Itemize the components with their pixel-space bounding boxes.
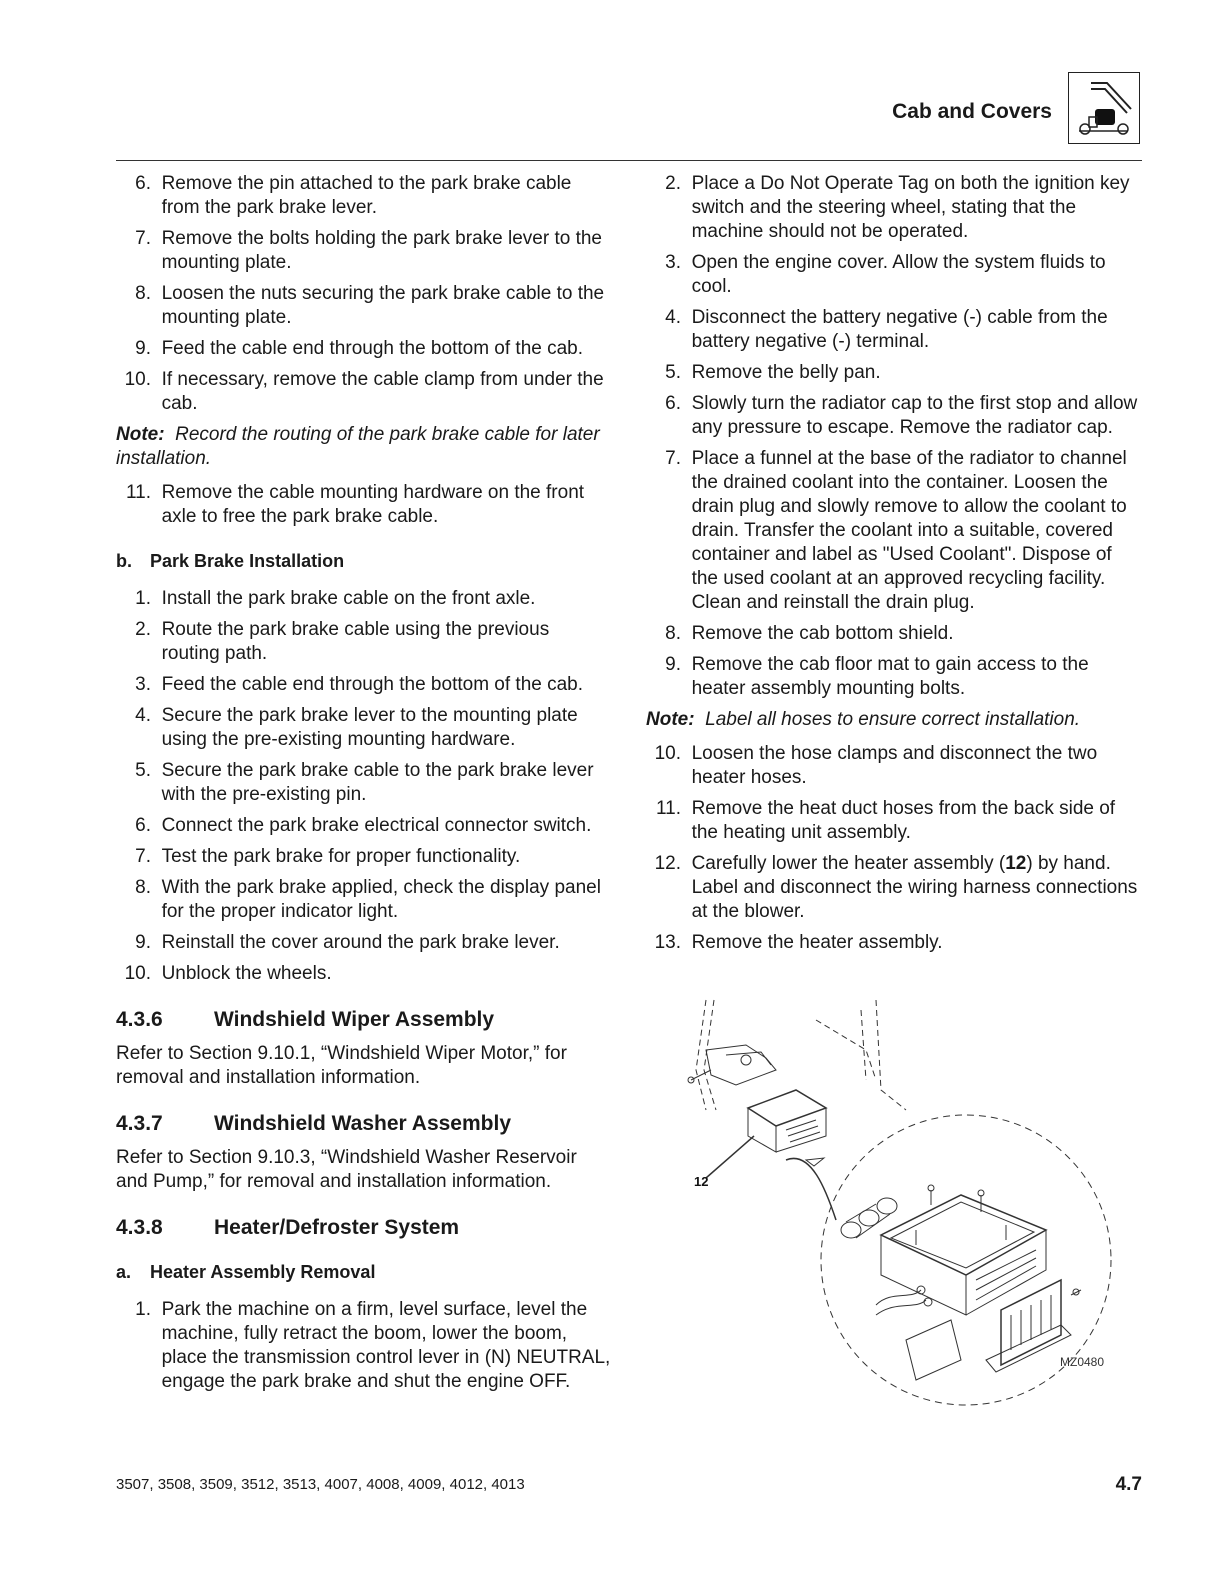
list-item: 3. Feed the cable end through the bottom of the cab. [135,674,584,695]
list-item: 5. Remove the belly pan. [665,362,881,383]
list-item: 2. Place a Do Not Operate Tag on both the ignition key switch and the steering wheel, stating that the machine should not be operated. [665,173,1130,242]
list-item: 13. Remove the heater assembly. [654,932,943,953]
list-item: 2. Route the park brake cable using the previous routing path. [135,619,550,664]
list-item: 10. Unblock the wheels. [124,963,332,984]
list-item: 3. Open the engine cover. Allow the system fluids to cool. [665,252,1106,297]
section-heading-4-3-8: 4.3.8 Heater/Defroster System [116,1216,460,1239]
list-item: 10. If necessary, remove the cable clamp from under the cab. [124,369,604,414]
list-item: 6. Slowly turn the radiator cap to the first stop and allow any pressure to escape. Remove the radiator cap. [665,393,1138,438]
list-item: 10. Loosen the hose clamps and disconnect the two heater hoses. [654,743,1098,788]
list-item: 6. Remove the pin attached to the park brake cable from the park brake lever. [135,173,572,218]
section-heading-4-3-6: 4.3.6 Windshield Wiper Assembly [116,1008,495,1031]
list-item: 8. With the park brake applied, check the display panel for the proper indicator light. [135,877,601,922]
header-divider [116,160,1142,161]
section-heading-4-3-7: 4.3.7 Windshield Washer Assembly [116,1112,511,1135]
note-routing: Note: Record the routing of the park brake cable for later installation. [116,424,600,469]
right-column [646,172,1141,962]
list-item: 11. Remove the heat duct hoses from the back side of the heating unit assembly. [655,798,1116,843]
list-item: 12. Carefully lower the heater assembly (12) by hand. Label and disconnect the wiring harness connections at the blower. [654,853,1138,922]
list-item: 4. Secure the park brake lever to the mounting plate using the pre-existing mounting hardware. [135,705,578,750]
list-item: 6. Connect the park brake electrical connector switch. [135,815,592,836]
left-column [116,172,611,1401]
note-label-hoses: Note: Label all hoses to ensure correct installation. [646,709,1081,730]
list-item: 8. Loosen the nuts securing the park brake cable to the mounting plate. [135,283,605,328]
section-4-3-6-text: Refer to Section 9.10.1, “Windshield Wiper Motor,” for removal and installation information. [116,1043,567,1088]
list-item: 11. Remove the cable mounting hardware on the front axle to free the park brake cable. [125,482,585,527]
figure-callout-12: 12 [694,1174,709,1189]
page-number: 4.7 [1115,1474,1142,1495]
list-item: 1. Park the machine on a firm, level surface, level the machine, fully retract the boom, lower the boom, place the transmission control lever in (N) NEUTRAL, engage the park brake and shut the engine OFF. [135,1299,611,1392]
section-4-3-7-text: Refer to Section 9.10.3, “Windshield Washer Reservoir and Pump,” for removal and installation information. [116,1147,577,1192]
subheading-heater-assembly-removal: a. Heater Assembly Removal [116,1262,376,1282]
page-header-title: Cab and Covers [892,100,1052,123]
figure-code: MZ0480 [1060,1355,1105,1369]
list-item: 7. Test the park brake for proper functionality. [135,846,521,867]
footer-model-numbers: 3507, 3508, 3509, 3512, 3513, 4007, 4008, 4009, 4012, 4013 [116,1476,525,1493]
list-item: 7. Place a funnel at the base of the radiator to channel the drained coolant into the container. Loosen the drain plug and slowly remove to allow the coolant to drain. Transfer the coolant into a suitable, covered container and label as "Used Coolant". Dispose of the used coolant at an approved recycling facility. Clean and reinstall the drain plug. [665,448,1127,613]
list-item: 4. Disconnect the battery negative (-) cable from the battery negative (-) terminal. [665,307,1108,352]
list-item: 9. Feed the cable end through the bottom of the cab. [135,338,584,359]
list-item: 1. Install the park brake cable on the front axle. [135,588,536,609]
subheading-park-brake-installation: b. Park Brake Installation [116,551,345,571]
list-item: 7. Remove the bolts holding the park brake lever to the mounting plate. [135,228,602,273]
telehandler-logo-icon [1068,72,1140,144]
list-item: 9. Remove the cab floor mat to gain access to the heater assembly mounting bolts. [665,654,1089,699]
heater-assembly-figure [676,990,1126,1410]
list-item: 8. Remove the cab bottom shield. [665,623,954,644]
list-item: 5. Secure the park brake cable to the park brake lever with the pre-existing pin. [135,760,594,805]
list-item: 9. Reinstall the cover around the park brake lever. [135,932,560,953]
heater-assembly-illustration [676,990,1126,1410]
